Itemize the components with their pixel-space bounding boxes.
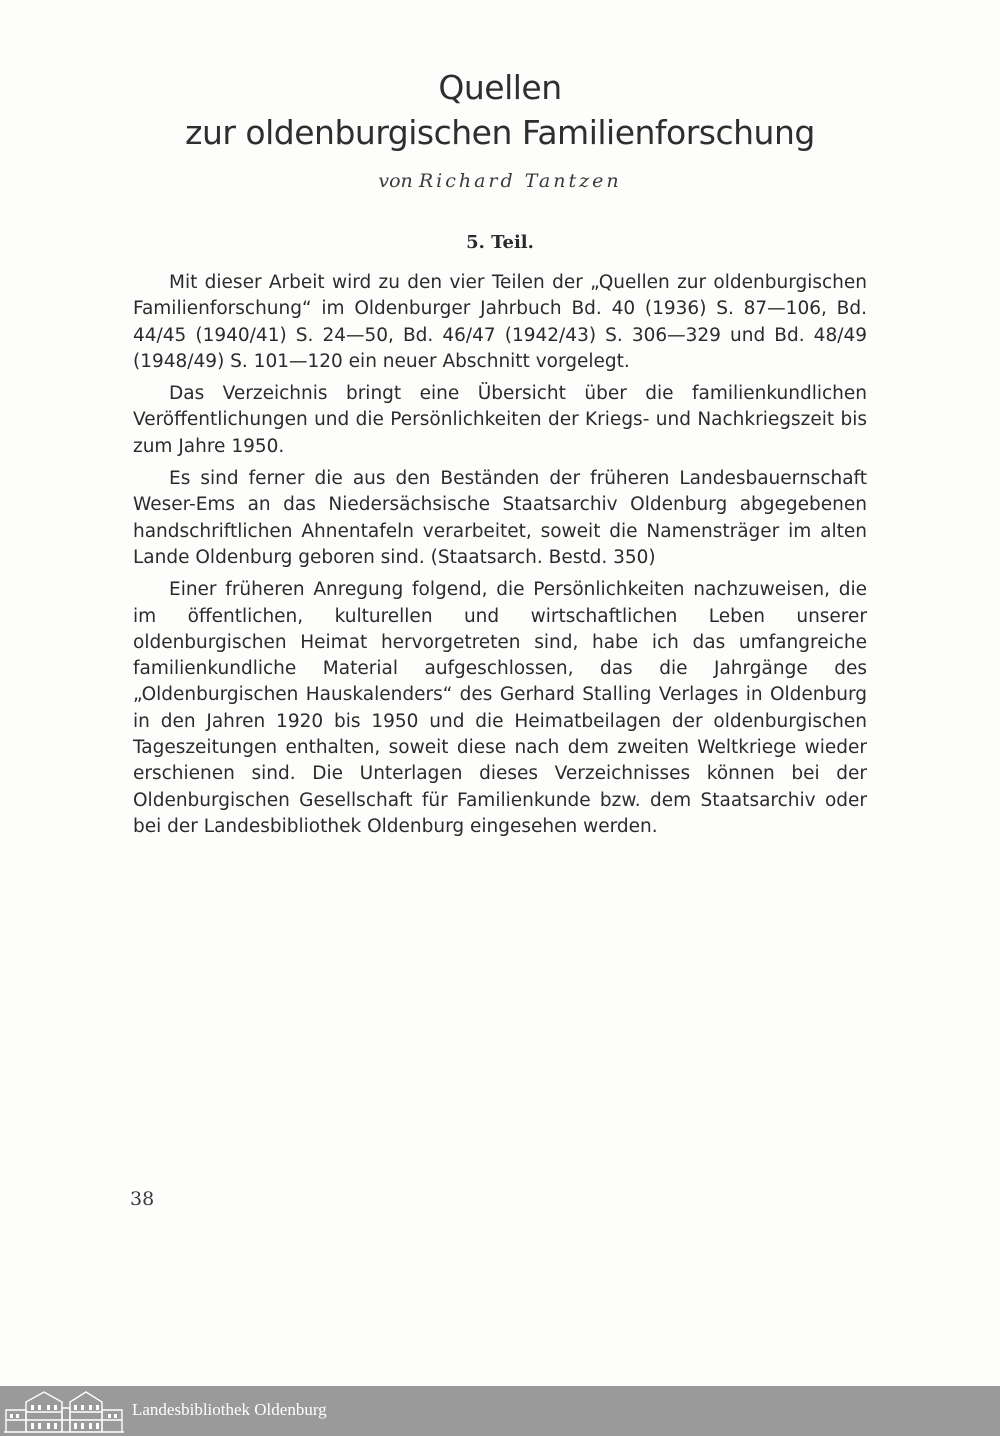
paragraph-4: Einer früheren Anregung folgend, die Persönlichkeiten nachzuweisen, die im öffentlichen, kulturellen und wirtschaftlichen Leben unserer oldenburgischen Heimat hervorgetreten sind, habe ich das umfangreiche familienkundliche Material aufgeschlossen, das die Jahrgänge des „Oldenburgischen Hauskalenders“ des Gerhard Stalling Verlages in Oldenburg in den Jahren 1920 bis 1950 und die Heimatbeilagen der oldenburgischen Tageszeitungen enthalten, soweit diese nach dem zweiten Weltkriege wieder erschienen sind. Die Unterlagen dieses Verzeichnisses können bei der Oldenburgischen Gesellschaft für Familienkunde bzw. dem Staatsarchiv oder bei der Landesbibliothek Oldenburg eingesehen werden. [133,579,867,837]
byline [0,170,1000,192]
part-heading: 5. Teil. [466,232,534,253]
title-line-2: zur oldenburgischen Familienforschung [185,113,815,152]
title-line-1: Quellen [438,68,562,107]
footer-bar [0,1386,1000,1436]
page-number: 38 [130,1188,155,1210]
author-name: Richard Tantzen [418,170,622,192]
byline-prefix: von [378,170,413,192]
paragraph-2: Das Verzeichnis bringt eine Übersicht über die familienkundlichen Veröffentlichungen und die Persönlichkeiten der Kriegs- und Nachkriegszeit bis zum Jahre 1950. [133,383,867,457]
paragraph-3: Es sind ferner die aus den Beständen der früheren Landesbauernschaft Weser-Ems an das Niedersächsische Staatsarchiv Oldenburg abgegebenen handschriftlichen Ahnentafeln verarbeitet, soweit die Namensträger im alten Lande Oldenburg geboren sind. (Staatsarch. Bestd. 350) [133,468,867,568]
body-text [133,270,867,846]
library-building-icon [4,1388,124,1434]
paragraph-1: Mit dieser Arbeit wird zu den vier Teilen der „Quellen zur oldenburgischen Familienforschung“ im Oldenburger Jahrbuch Bd. 40 (1936) S. 87—106, Bd. 44/45 (1940/41) S. 24—50, Bd. 46/47 (1942/43) S. 306—329 und Bd. 48/49 (1948/49) S. 101—120 ein neuer Abschnitt vorgelegt. [133,272,867,372]
library-name: Landesbibliothek Oldenburg [132,1400,327,1419]
